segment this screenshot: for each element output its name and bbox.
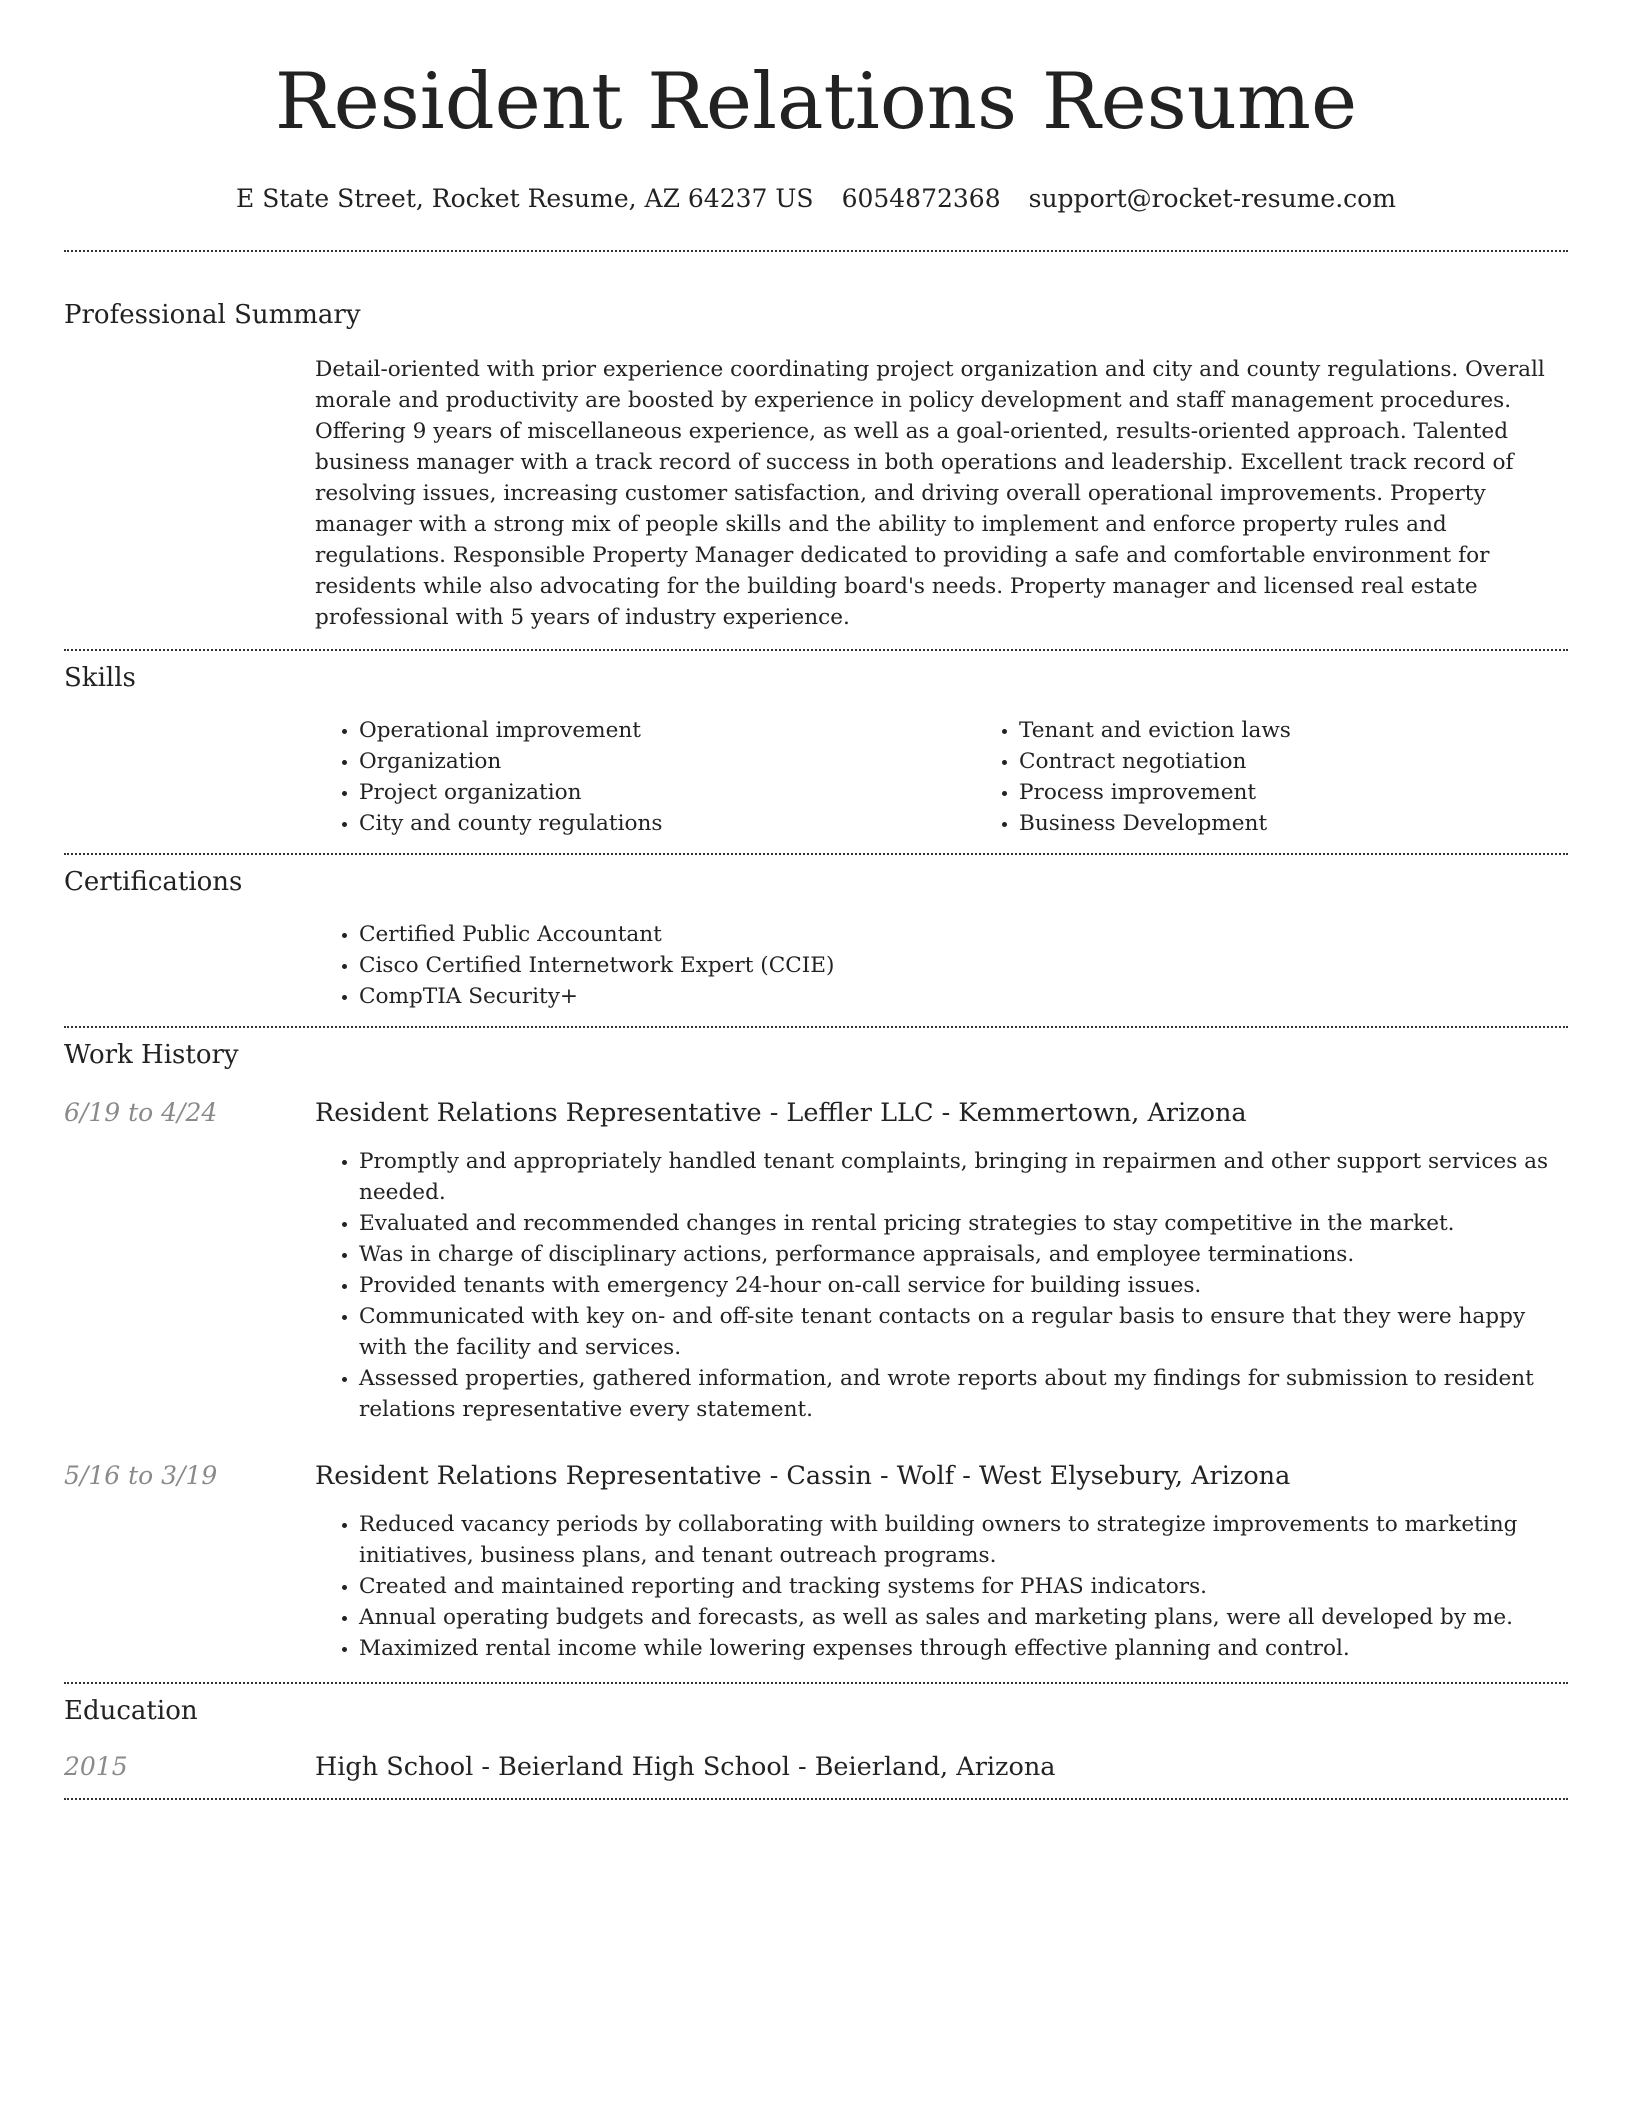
list-item: • Annual operating budgets and forecasts, as well as sales and marketing plans, were all developed by me.	[359, 1602, 1568, 1633]
job-dates: 6/19 to 4/24	[64, 1098, 218, 1127]
list-item: • Tenant and eviction laws	[1019, 715, 1632, 746]
job-dates: 5/16 to 3/19	[64, 1461, 218, 1490]
education-heading-line: High School - Beierland High School - Beierland, Arizona	[315, 1752, 1056, 1782]
work-history-heading: Work History	[64, 1040, 239, 1070]
contact-email: support@rocket-resume.com	[1028, 184, 1396, 213]
summary-text: Detail-oriented with prior experience coordinating project organization and city and county regulations. Overall morale and productivity are boosted by experience in policy development and staff management procedures. Offering 9 years of miscellaneous experience, as well as a goal-oriented, results-oriented approach. Talented business manager with a track record of success in both operations and leadership. Excellent track record of resolving issues, increasing customer satisfaction, and driving overall operational improvements. Property manager with a strong mix of people skills and the ability to implement and enforce property rules and regulations. Responsible Property Manager dedicated to providing a safe and comfortable environment for residents while also advocating for the building board's needs. Property manager and licensed real estate professional with 5 years of industry experience.	[315, 357, 1545, 630]
list-item: • Certified Public Accountant	[359, 919, 1568, 950]
skills-section	[64, 651, 1568, 853]
education-section	[64, 1684, 1568, 1798]
certifications-heading: Certifications	[64, 867, 243, 897]
skills-heading: Skills	[64, 663, 136, 693]
skills-list-right	[975, 715, 1632, 839]
job-entry	[64, 1459, 1568, 1664]
job-bullets	[315, 1509, 1568, 1664]
list-item: • Organization	[359, 746, 975, 777]
list-item: • Created and maintained reporting and tracking systems for PHAS indicators.	[359, 1571, 1568, 1602]
list-item: • Contract negotiation	[1019, 746, 1632, 777]
list-item: • Business Development	[1019, 808, 1632, 839]
contact-phone: 6054872368	[841, 184, 1001, 213]
job-bullets	[315, 1146, 1568, 1425]
education-year: 2015	[64, 1752, 128, 1781]
skills-list-left	[315, 715, 975, 839]
list-item: • Reduced vacancy periods by collaborating with building owners to strategize improvements to marketing initiatives, business plans, and tenant outreach programs.	[359, 1509, 1568, 1571]
contact-line	[64, 182, 1568, 216]
list-item: • Was in charge of disciplinary actions, performance appraisals, and employee terminations.	[359, 1239, 1568, 1270]
job-heading: Resident Relations Representative - Cassin - Wolf - West Elysebury, Arizona	[315, 1461, 1291, 1491]
summary-heading: Professional Summary	[64, 300, 361, 330]
list-item: • Project organization	[359, 777, 975, 808]
summary-section	[64, 252, 1568, 649]
section-divider	[64, 1798, 1568, 1800]
resume-header	[64, 0, 1568, 216]
certifications-section	[64, 855, 1568, 1026]
resume-title: Resident Relations Resume	[274, 57, 1358, 147]
work-history-section	[64, 1028, 1568, 1682]
list-item: • Evaluated and recommended changes in rental pricing strategies to stay competitive in the market.	[359, 1208, 1568, 1239]
list-item: • Communicated with key on- and off-site tenant contacts on a regular basis to ensure that they were happy with the facility and services.	[359, 1301, 1568, 1363]
job-heading: Resident Relations Representative - Leffler LLC - Kemmertown, Arizona	[315, 1098, 1247, 1128]
certifications-list	[315, 919, 1568, 1012]
education-heading: Education	[64, 1696, 198, 1726]
job-entry	[64, 1096, 1568, 1425]
education-entry	[64, 1750, 1568, 1784]
list-item: • Promptly and appropriately handled tenant complaints, bringing in repairmen and other support services as needed.	[359, 1146, 1568, 1208]
list-item: • Maximized rental income while lowering expenses through effective planning and control.	[359, 1633, 1568, 1664]
list-item: • Process improvement	[1019, 777, 1632, 808]
list-item: • CompTIA Security+	[359, 981, 1568, 1012]
list-item: • Assessed properties, gathered information, and wrote reports about my findings for submission to resident relations representative every statement.	[359, 1363, 1568, 1425]
list-item: • Operational improvement	[359, 715, 975, 746]
contact-address: E State Street, Rocket Resume, AZ 64237 US	[236, 184, 814, 213]
list-item: • Cisco Certified Internetwork Expert (CCIE)	[359, 950, 1568, 981]
list-item: • City and county regulations	[359, 808, 975, 839]
list-item: • Provided tenants with emergency 24-hour on-call service for building issues.	[359, 1270, 1568, 1301]
